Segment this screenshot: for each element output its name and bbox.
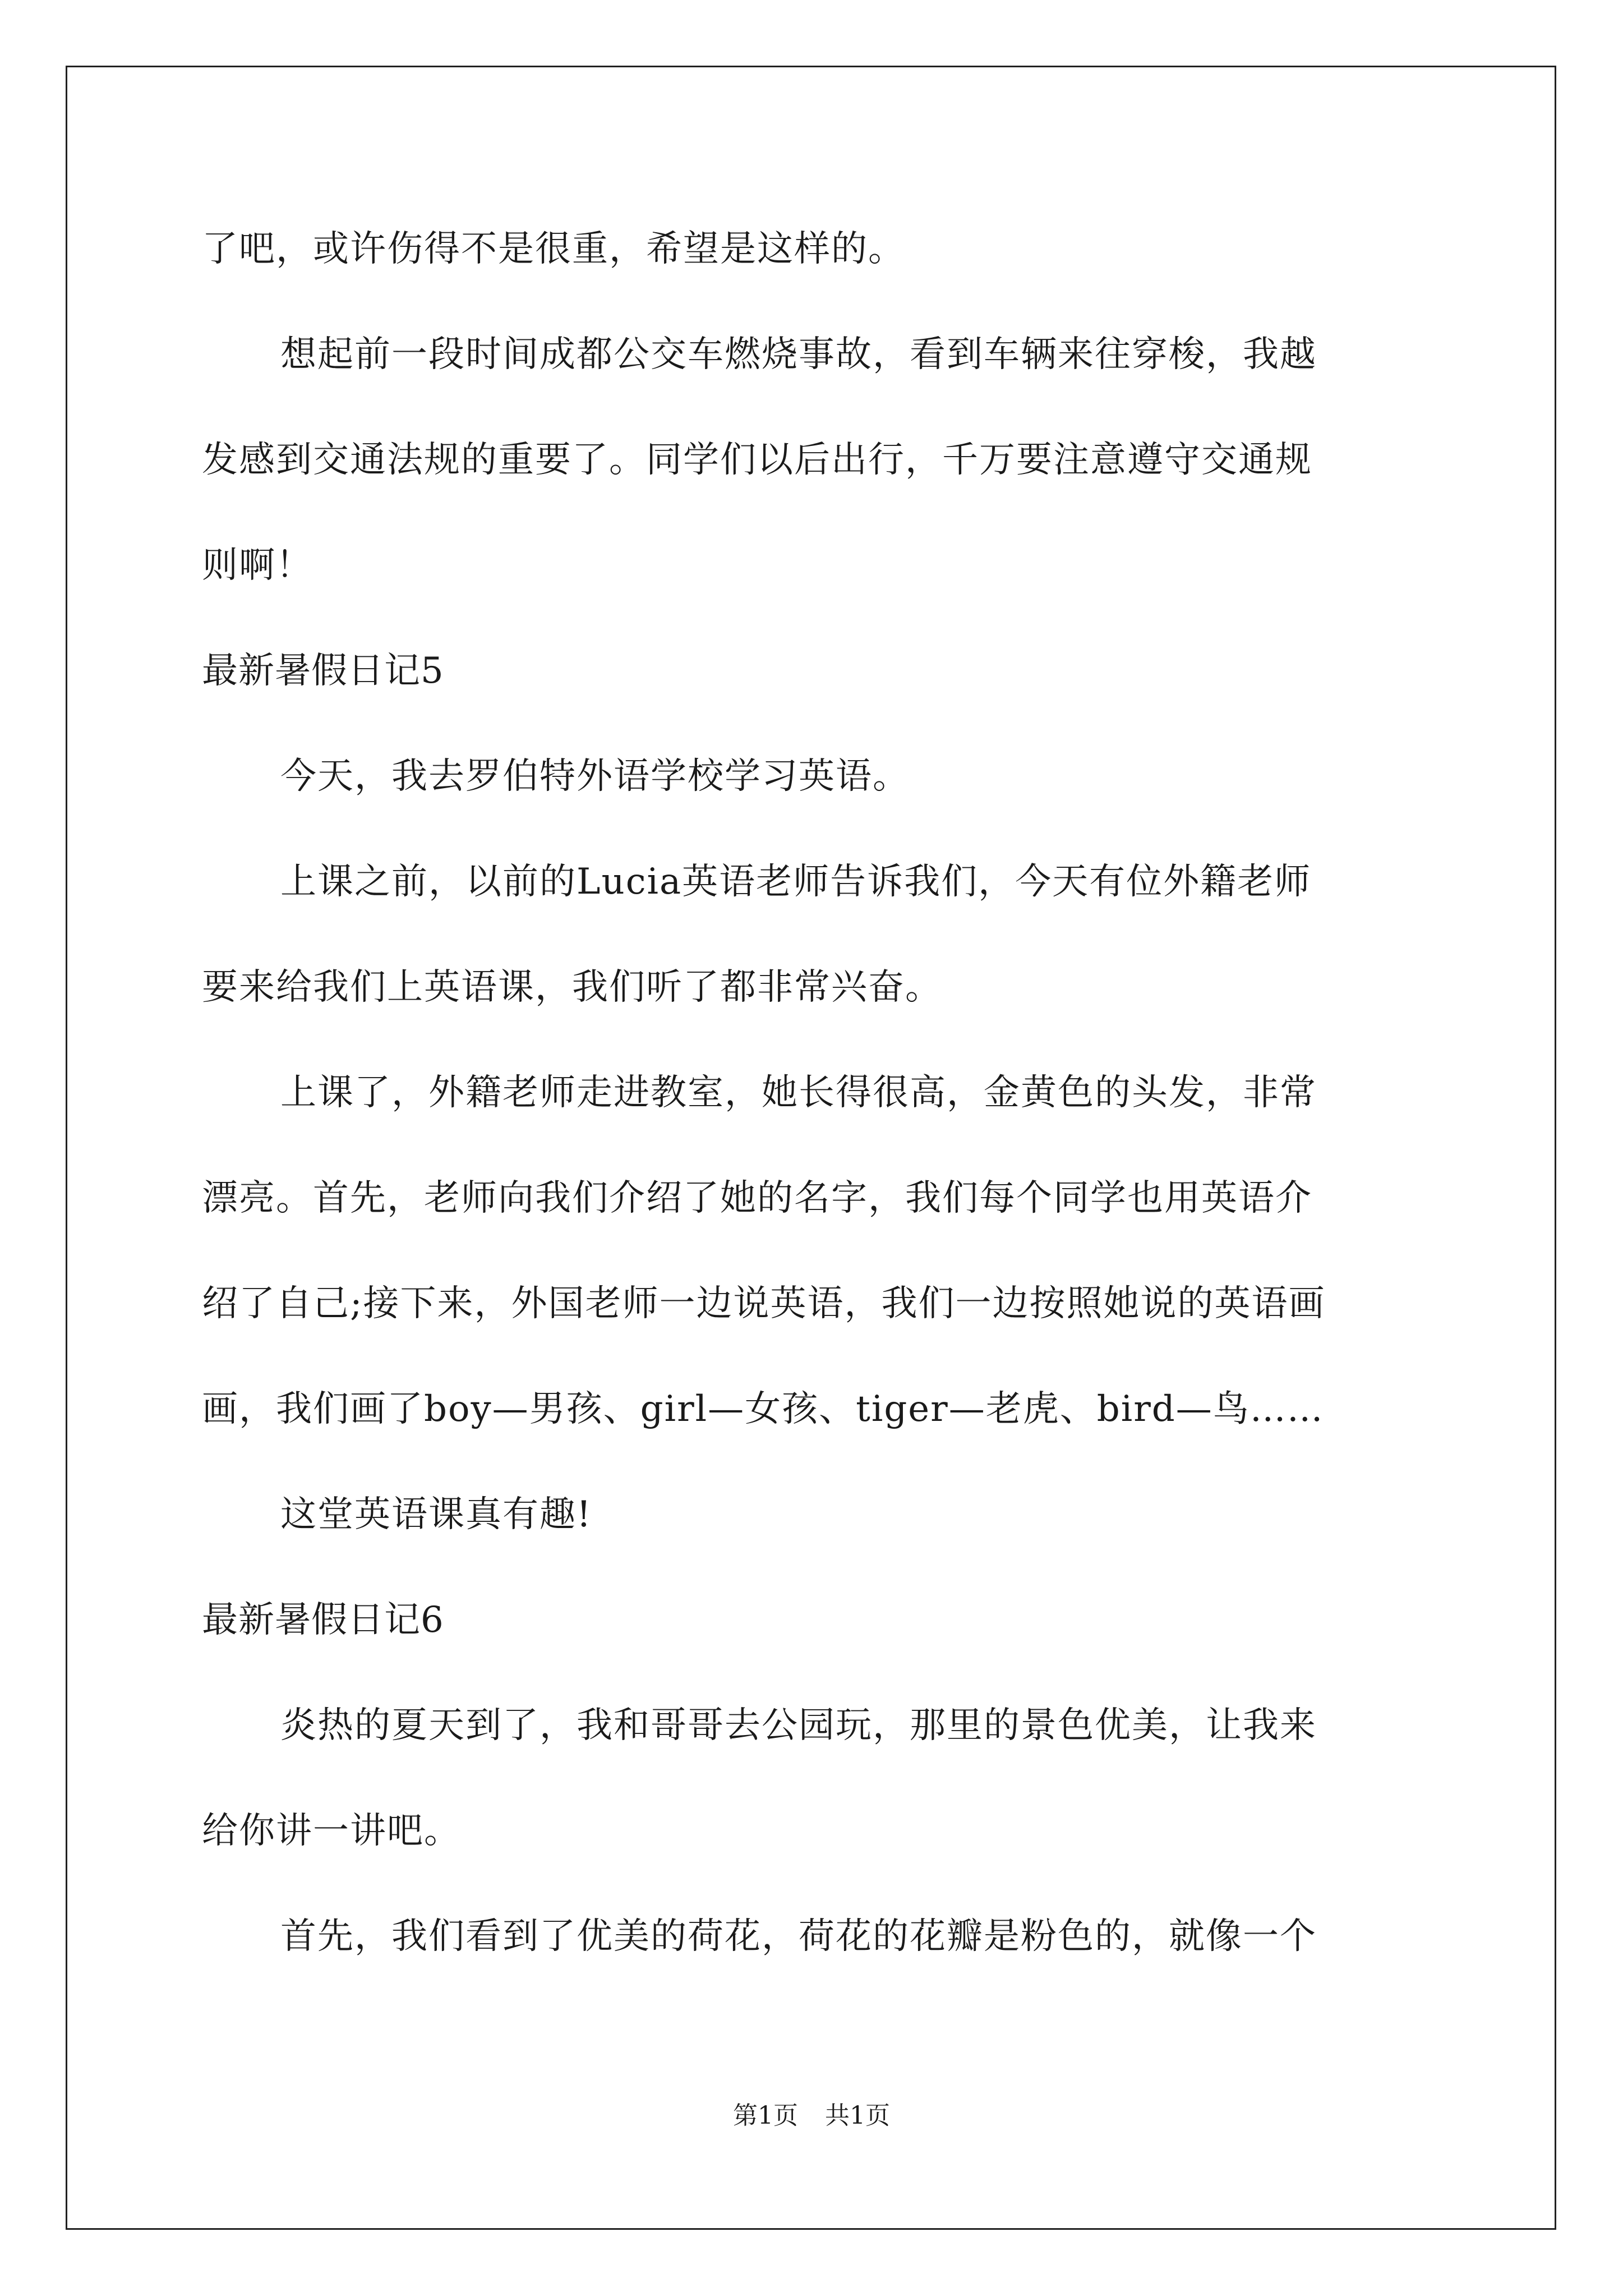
text-line: 了吧，或许伤得不是很重，希望是这样的。 [202, 228, 905, 270]
document-body [202, 196, 1436, 1989]
text-line: 发感到交通法规的重要了。同学们以后出行，千万要注意遵守交通规 [202, 439, 1312, 481]
text-line: 上课了，外籍老师走进教室，她长得很高，金黄色的头发，非常 [280, 1072, 1317, 1114]
section-heading: 最新暑假日记5 [202, 650, 444, 692]
text-line: 这堂英语课真有趣! [280, 1494, 592, 1535]
text-line: 给你讲一讲吧。 [202, 1810, 461, 1852]
text-line: 要来给我们上英语课，我们听了都非常兴奋。 [202, 967, 942, 1008]
text-line: 想起前一段时间成都公交车燃烧事故，看到车辆来往穿梭，我越 [280, 334, 1317, 375]
text-line: 漂亮。首先，老师向我们介绍了她的名字，我们每个同学也用英语介 [202, 1177, 1312, 1219]
page-number-current: 第1页 [733, 2101, 798, 2130]
text-line: 则啊！ [202, 545, 313, 586]
page-number-total: 共1页 [825, 2101, 890, 2130]
text-line: 上课之前，以前的Lucia英语老师告诉我们，今天有位外籍老师 [280, 861, 1312, 903]
page-footer [0, 2095, 1623, 2131]
text-line: 炎热的夏天到了，我和哥哥去公园玩，那里的景色优美，让我来 [280, 1705, 1317, 1746]
section-heading: 最新暑假日记6 [202, 1599, 444, 1641]
text-line: 今天，我去罗伯特外语学校学习英语。 [280, 756, 910, 797]
text-line: 首先，我们看到了优美的荷花，荷花的花瓣是粉色的，就像一个 [280, 1916, 1317, 1957]
text-line: 绍了自己;接下来，外国老师一边说英语，我们一边按照她说的英语画 [202, 1283, 1326, 1324]
text-line: 画，我们画了boy—男孩、girl—女孩、tiger—老虎、bird—鸟…… [202, 1388, 1324, 1430]
